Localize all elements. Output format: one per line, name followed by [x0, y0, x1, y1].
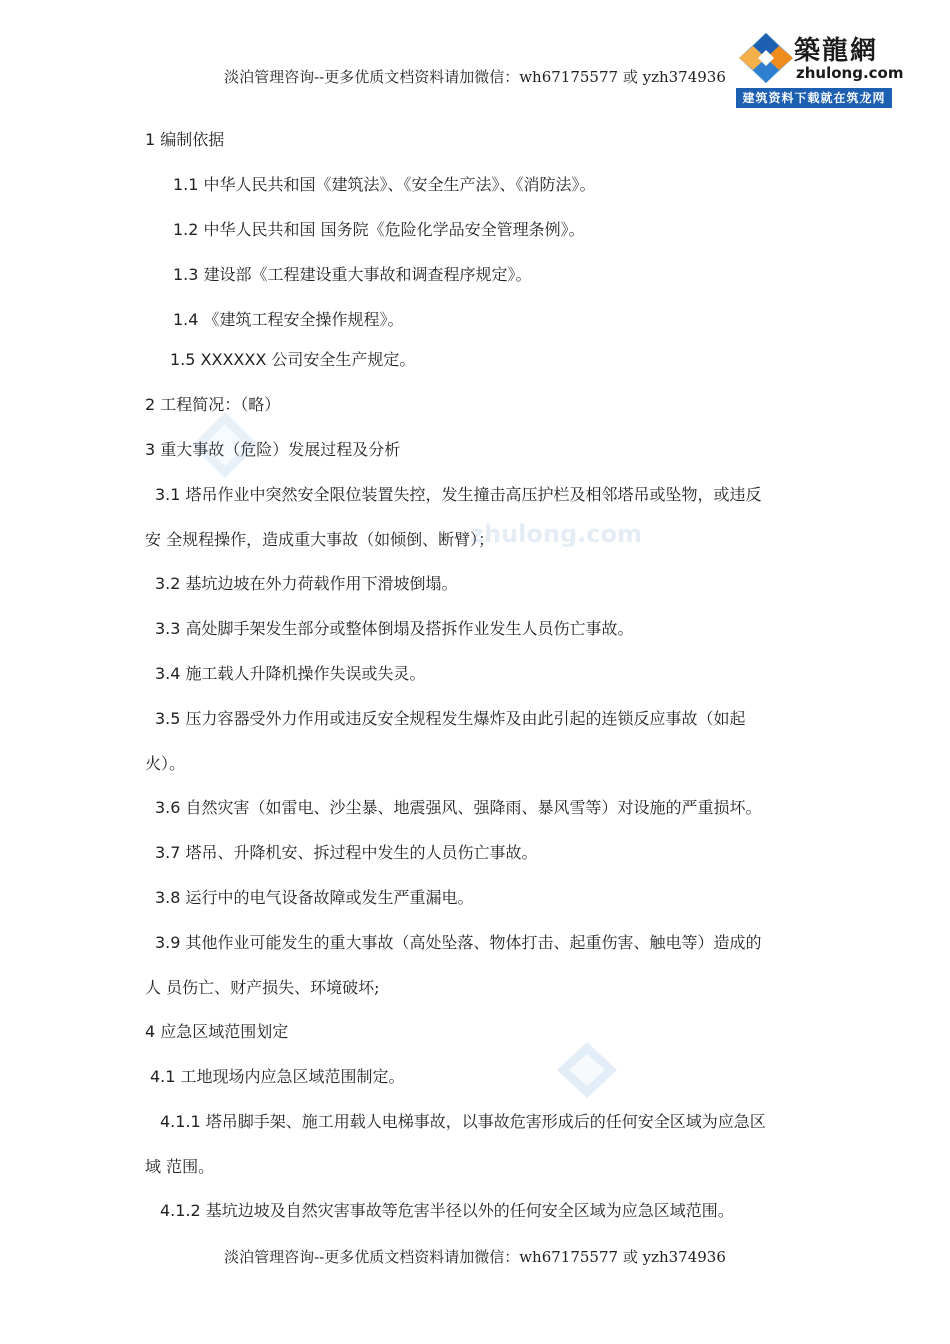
logo-diamond-icon: [738, 32, 794, 84]
item-3-9-cont: 人 员伤亡、财产损失、环境破坏;: [145, 978, 380, 997]
logo-top: [736, 30, 904, 86]
item-1-1: 1.1 中华人民共和国《建筑法》、《安全生产法》、《消防法》。: [173, 175, 596, 194]
item-4-1-2: 4.1.2 基坑边坡及自然灾害事故等危害半径以外的任何安全区域为应急区域范围。: [160, 1201, 734, 1220]
item-3-5: 3.5 压力容器受外力作用或违反安全规程发生爆炸及由此引起的连锁反应事故（如起: [155, 709, 746, 728]
item-3-6: 3.6 自然灾害（如雷电、沙尘暴、地震强风、强降雨、暴风雪等）对设施的严重损坏。: [155, 798, 762, 817]
logo-domain: zhulong.com: [796, 64, 904, 82]
heading-4: 4 应急区域范围划定: [145, 1022, 289, 1041]
page-header: 淡泊管理咨询--更多优质文档资料请加微信：wh67175577 或 yzh374936: [224, 68, 726, 86]
item-3-9: 3.9 其他作业可能发生的重大事故（高处坠落、物体打击、起重伤害、触电等）造成的: [155, 933, 762, 952]
item-1-2: 1.2 中华人民共和国 国务院《危险化学品安全管理条例》。: [173, 220, 585, 239]
item-4-1: 4.1 工地现场内应急区域范围制定。: [150, 1067, 405, 1086]
item-1-4: 1.4 《建筑工程安全操作规程》。: [173, 310, 404, 329]
item-4-1-1: 4.1.1 塔吊脚手架、施工用载人电梯事故，以事故危害形成后的任何安全区域为应急区: [160, 1112, 766, 1131]
item-3-2: 3.2 基坑边坡在外力荷载作用下滑坡倒塌。: [155, 574, 458, 593]
zhulong-logo: [736, 30, 904, 108]
watermark-text: zhulong.com: [470, 520, 642, 548]
item-4-1-1-cont: 域 范围。: [145, 1157, 215, 1176]
item-3-3: 3.3 高处脚手架发生部分或整体倒塌及搭拆作业发生人员伤亡事故。: [155, 619, 634, 638]
item-3-8: 3.8 运行中的电气设备故障或发生严重漏电。: [155, 888, 474, 907]
item-1-3: 1.3 建设部《工程建设重大事故和调查程序规定》。: [173, 265, 532, 284]
heading-3: 3 重大事故（危险）发展过程及分析: [145, 440, 401, 459]
logo-chinese-name: 築龍網: [794, 36, 879, 66]
heading-2: 2 工程简况：（略）: [145, 395, 281, 414]
logo-slogan: 建筑资料下载就在筑龙网: [736, 88, 892, 108]
watermark-logo-icon-2: [555, 1040, 619, 1100]
heading-1: 1 编制依据: [145, 130, 225, 149]
item-1-5: 1.5 XXXXXX 公司安全生产规定。: [170, 350, 416, 369]
item-3-5-cont: 火）。: [145, 754, 186, 773]
page-footer: 淡泊管理咨询--更多优质文档资料请加微信：wh67175577 或 yzh374936: [224, 1248, 726, 1266]
item-3-7: 3.7 塔吊、升降机安、拆过程中发生的人员伤亡事故。: [155, 843, 538, 862]
item-3-4: 3.4 施工载人升降机操作失误或失灵。: [155, 664, 426, 683]
item-3-1-cont: 安 全规程操作，造成重大事故（如倾倒、断臂）；: [145, 530, 495, 549]
item-3-1: 3.1 塔吊作业中突然安全限位装置失控，发生撞击高压护栏及相邻塔吊或坠物，或违反: [155, 485, 762, 504]
